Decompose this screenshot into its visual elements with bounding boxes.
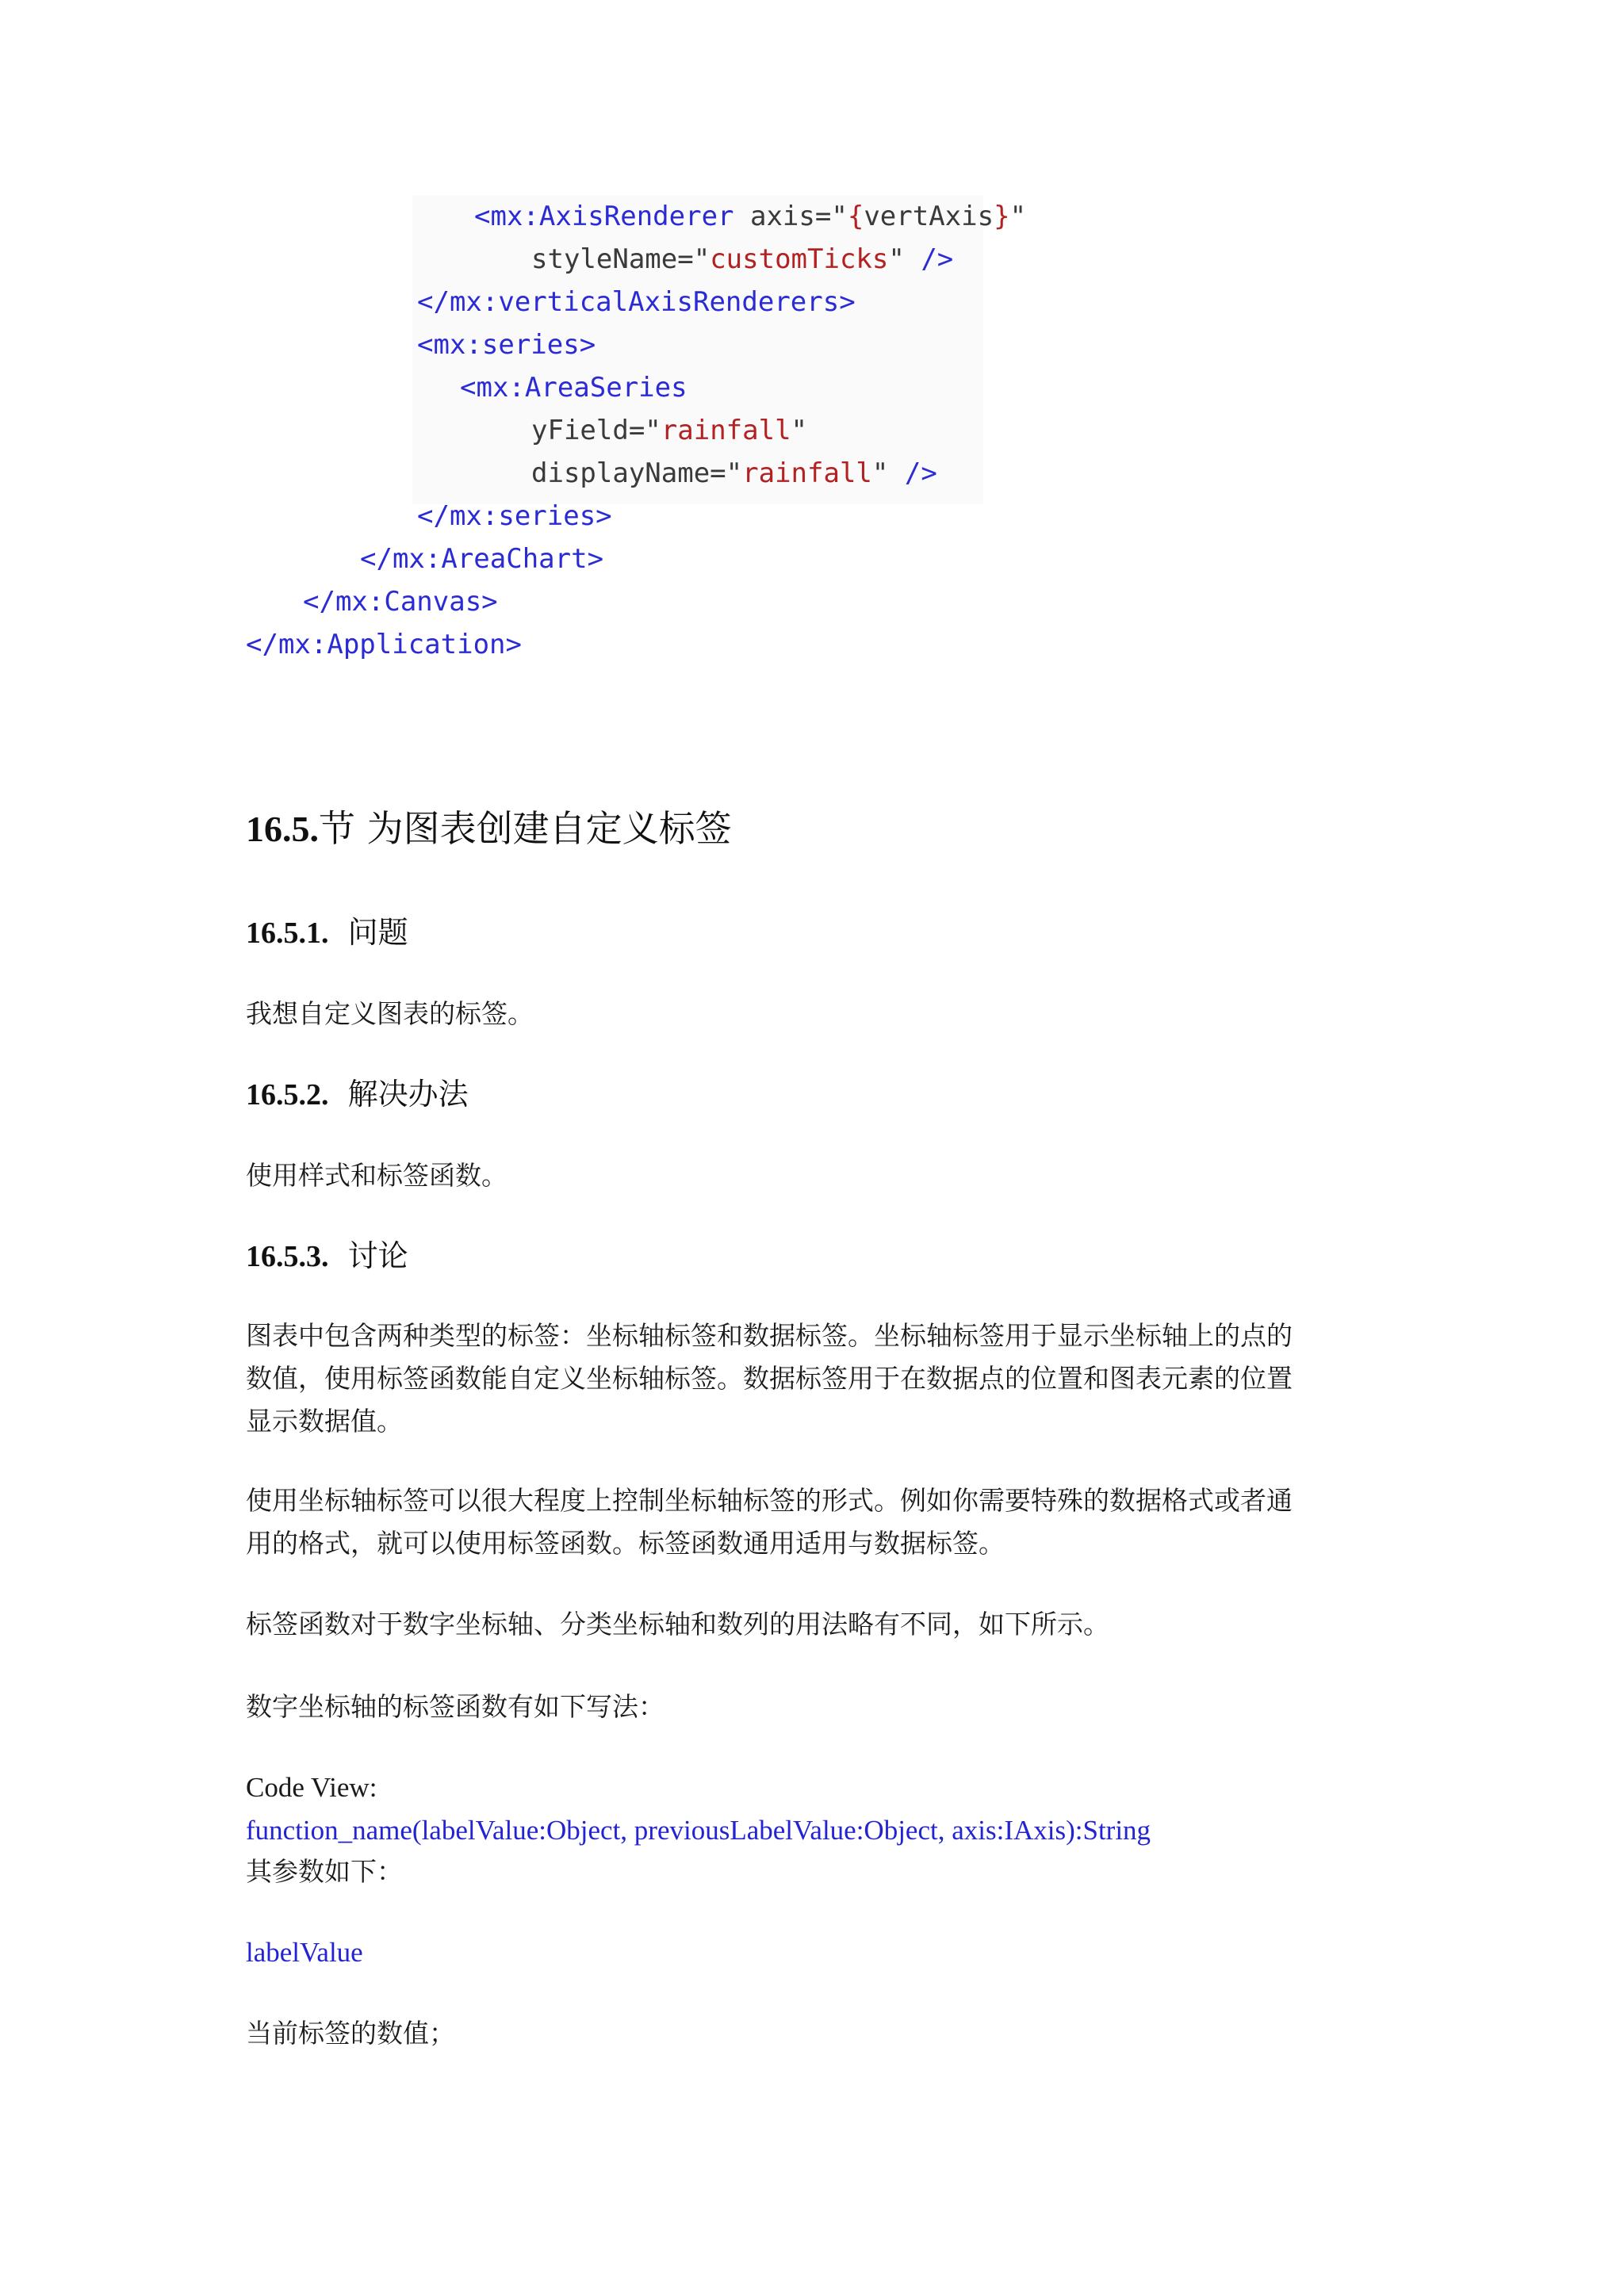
code-token: <mx:AxisRenderer — [474, 201, 734, 232]
problem-heading — [246, 909, 408, 957]
code-line — [531, 409, 807, 452]
code-token: /> — [888, 457, 937, 489]
code-token: } — [994, 201, 1010, 232]
code-token: " — [645, 415, 661, 446]
solution-number: 16.5.2. — [246, 1078, 329, 1112]
param-description: 当前标签的数值； — [246, 2018, 455, 2049]
param-name: labelValue — [246, 1937, 363, 1968]
discussion-number: 16.5.3. — [246, 1240, 329, 1273]
code-line — [417, 281, 856, 323]
discussion-para4: 数字坐标轴的标签函数有如下写法： — [246, 1691, 665, 1722]
code-view-label: Code View: — [246, 1772, 377, 1803]
code-token: " — [791, 415, 808, 446]
discussion-para1-line3: 显示数据值。 — [246, 1406, 403, 1437]
problem-number: 16.5.1. — [246, 916, 329, 950]
code-token: <mx:AreaSeries — [460, 372, 688, 404]
code-line — [474, 195, 1026, 238]
code-token: " — [1009, 201, 1027, 232]
code-token: " — [871, 457, 889, 489]
code-token: customTicks — [710, 243, 889, 275]
code-line — [417, 323, 596, 366]
code-line — [460, 366, 688, 409]
code-token: </mx:series> — [417, 500, 612, 532]
code-line — [303, 580, 498, 623]
section-number: 16.5. — [246, 809, 319, 849]
code-token: yField= — [531, 415, 645, 446]
discussion-para2-line1: 使用坐标轴标签可以很大程度上控制坐标轴标签的形式。例如你需要特殊的数据格式或者通 — [246, 1485, 1293, 1516]
problem-text: 我想自定义图表的标签。 — [246, 998, 534, 1029]
code-token: " — [726, 457, 743, 489]
code-line — [360, 538, 603, 580]
code-token: /> — [904, 243, 954, 275]
function-signature: function_name(labelValue:Object, previousLabelValue:Object, axis:IAxis):String — [246, 1815, 1151, 1846]
discussion-para2-line2: 用的格式，就可以使用标签函数。标签函数通用适用与数据标签。 — [246, 1528, 1005, 1559]
code-line — [246, 623, 522, 666]
solution-title: 解决办法 — [347, 1077, 469, 1112]
solution-heading — [246, 1070, 469, 1119]
code-token: </mx:Application> — [246, 629, 522, 660]
discussion-para3: 标签函数对于数字坐标轴、分类坐标轴和数列的用法略有不同，如下所示。 — [246, 1609, 1109, 1640]
code-token: <mx:series> — [417, 329, 596, 361]
code-token: </mx:Canvas> — [303, 586, 498, 618]
code-token: styleName= — [531, 243, 694, 275]
section-title: 节 为图表创建自定义标签 — [319, 807, 732, 850]
discussion-title: 讨论 — [347, 1238, 408, 1273]
code-line — [531, 452, 937, 495]
code-token: " — [888, 243, 905, 275]
solution-text: 使用样式和标签函数。 — [246, 1160, 508, 1191]
code-token: displayName= — [531, 457, 726, 489]
code-block — [0, 0, 1624, 682]
params-intro: 其参数如下： — [246, 1856, 403, 1887]
code-token: </mx:verticalAxisRenderers> — [417, 286, 856, 318]
code-token: </mx:AreaChart> — [360, 543, 604, 575]
code-token: rainfall — [661, 415, 791, 446]
code-token: rainfall — [742, 457, 872, 489]
section-heading — [246, 801, 732, 857]
discussion-para1-line2: 数值，使用标签函数能自定义坐标轴标签。数据标签用于在数据点的位置和图表元素的位置 — [246, 1363, 1293, 1394]
code-line — [531, 238, 953, 281]
problem-title: 问题 — [347, 915, 408, 950]
discussion-para1-line1: 图表中包含两种类型的标签：坐标轴标签和数据标签。坐标轴标签用于显示坐标轴上的点的 — [246, 1320, 1293, 1351]
code-token: " — [831, 201, 848, 232]
code-token: vertAxis — [864, 201, 994, 232]
code-line — [417, 495, 612, 538]
code-token: axis= — [733, 201, 832, 232]
code-token: " — [693, 243, 710, 275]
discussion-heading — [246, 1232, 408, 1280]
code-token: { — [847, 201, 864, 232]
